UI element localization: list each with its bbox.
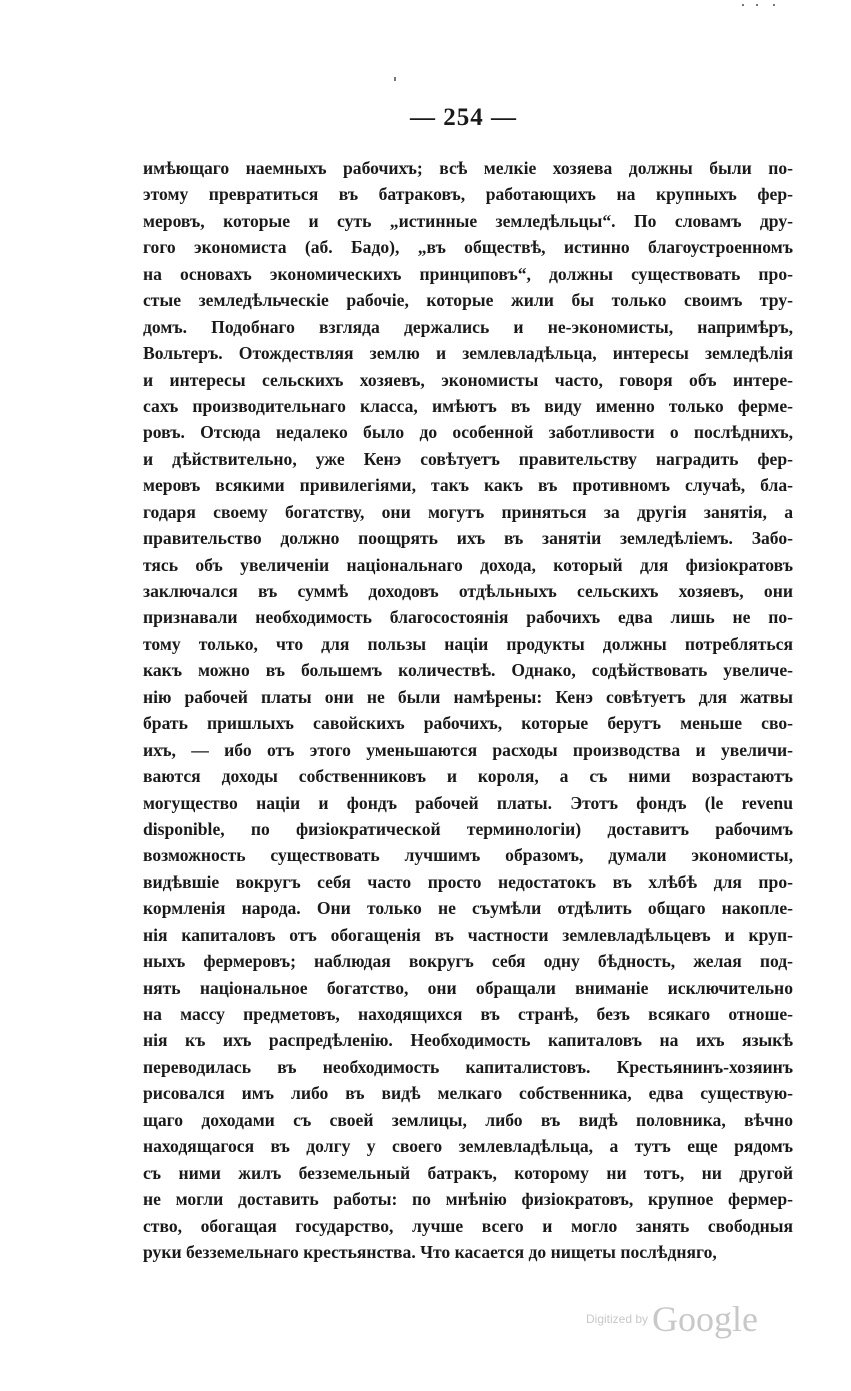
text-line: годаря своему богатству, они могутъ приняться за другія занятія, а bbox=[143, 501, 793, 522]
text-line: признавали необходимость благосостоянія рабочихъ едва лишь не по- bbox=[143, 607, 793, 628]
watermark-prefix: Digitized by bbox=[586, 1312, 649, 1326]
text-line: нять національное богатство, они обращали вниманіе исключительно bbox=[143, 977, 793, 998]
text-line: находящагося въ долгу у своего землевладѣльца, а тутъ еще рядомъ bbox=[143, 1136, 793, 1157]
digitized-by-google-watermark bbox=[586, 1298, 758, 1340]
text-line: меровъ всякими привилегіями, такъ какъ въ противномъ случаѣ, бла- bbox=[143, 475, 793, 496]
text-line: disponible, по физіократической терминологіи) доставитъ рабочимъ bbox=[143, 818, 793, 839]
text-line: гого экономиста (аб. Бадо), „въ обществѣ, истинно благоустроенномъ bbox=[143, 237, 793, 258]
text-line: меровъ, которые и суть „истинные земледѣльцы“. По словамъ дру- bbox=[143, 210, 793, 231]
text-line: щаго доходами съ своей землицы, либо въ видѣ половника, вѣчно bbox=[143, 1109, 793, 1130]
scan-speck bbox=[756, 4, 758, 6]
text-line: ство, обогащая государство, лучше всего и могло занять свободныя bbox=[143, 1215, 793, 1236]
text-line: не могли доставить работы: по мнѣнію физіократовъ, крупное фермер- bbox=[143, 1189, 793, 1210]
text-line: нію рабочей платы они не были намѣрены: Кенэ совѣтуетъ для жатвы bbox=[143, 686, 793, 707]
text-line: Вольтеръ. Отождествляя землю и землевладѣльца, интересы земледѣлія bbox=[143, 343, 793, 364]
text-line: рисовался имъ либо въ видѣ мелкаго собственника, едва существую- bbox=[143, 1083, 793, 1104]
text-line: переводилась въ необходимость капиталистовъ. Крестьянинъ-хозяинъ bbox=[143, 1056, 793, 1077]
text-line: сахъ производительнаго класса, имѣютъ въ виду именно только ферме- bbox=[143, 395, 793, 416]
text-line: на массу предметовъ, находящихся въ странѣ, безъ всякаго отноше- bbox=[143, 1004, 793, 1024]
text-line: и интересы сельскихъ хозяевъ, экономисты часто, говоря объ интере- bbox=[143, 369, 793, 390]
text-line: нія къ ихъ распредѣленію. Необходимость капиталовъ на ихъ языкѣ bbox=[143, 1030, 793, 1051]
text-line: стые земледѣльческіе рабочіе, которые жили бы только своимъ тру- bbox=[143, 290, 793, 311]
text-line: правительство должно поощрять ихъ въ занятіи земледѣліемъ. Забо- bbox=[143, 528, 793, 549]
text-line: кормленія народа. Они только не съумѣли отдѣлить общаго накопле- bbox=[143, 898, 793, 919]
text-line: какъ можно въ большемъ количествѣ. Однако, содѣйствовать увеличе- bbox=[143, 660, 793, 681]
body-text bbox=[143, 155, 793, 1265]
text-line: могущество націи и фондъ рабочей платы. Этотъ фондъ (le revenu bbox=[143, 792, 793, 813]
watermark-brand: Google bbox=[652, 1299, 759, 1339]
text-line: ваются доходы собственниковъ и короля, а съ ними возрастаютъ bbox=[143, 766, 793, 787]
text-line: нія капиталовъ отъ обогащенія въ частности землевладѣльцевъ и круп- bbox=[143, 924, 793, 945]
text-line: этому превратиться въ батраковъ, работающихъ на крупныхъ фер- bbox=[143, 184, 793, 205]
text-line: видѣвшіе вокругъ себя часто просто недостатокъ въ хлѣбѣ для про- bbox=[143, 871, 793, 892]
scan-speck bbox=[742, 4, 744, 6]
text-line: ныхъ фермеровъ; наблюдая вокругъ себя одну бѣдность, желая под- bbox=[143, 951, 793, 972]
text-line: заключался въ суммѣ доходовъ отдѣльныхъ сельскихъ хозяевъ, они bbox=[143, 581, 793, 601]
text-line: тясь объ увеличеніи національнаго дохода, который для физіократовъ bbox=[143, 554, 793, 575]
text-line: имѣющаго наемныхъ рабочихъ; всѣ мелкіе хозяева должны были по- bbox=[143, 158, 793, 178]
text-line: тому только, что для пользы націи продукты должны потребляться bbox=[143, 633, 793, 654]
text-line: возможность существовать лучшимъ образомъ, думали экономисты, bbox=[143, 845, 793, 866]
text-line: съ ними жилъ безземельный батракъ, которому ни тотъ, ни другой bbox=[143, 1162, 793, 1183]
text-line: домъ. Подобнаго взгляда держались и не-экономисты, напримѣръ, bbox=[143, 316, 793, 337]
text-line: на основахъ экономическихъ принциповъ“, должны существовать про- bbox=[143, 263, 793, 284]
text-line: и дѣйствительно, уже Кенэ совѣтуетъ правительству наградить фер- bbox=[143, 448, 793, 469]
text-line: ихъ, — ибо отъ этого уменьшаются расходы производства и увеличи- bbox=[143, 739, 793, 760]
page-number: — 254 — bbox=[410, 104, 517, 131]
text-line: брать пришлыхъ савойскихъ рабочихъ, которые берутъ меньше сво- bbox=[143, 713, 793, 734]
scan-speck bbox=[394, 77, 396, 81]
scan-speck bbox=[773, 4, 775, 6]
text-line: ровъ. Отсюда недалеко было до особенной заботливости о послѣднихъ, bbox=[143, 422, 793, 443]
text-line: руки безземельнаго крестьянства. Что касается до нищеты послѣдняго, bbox=[143, 1241, 717, 1262]
